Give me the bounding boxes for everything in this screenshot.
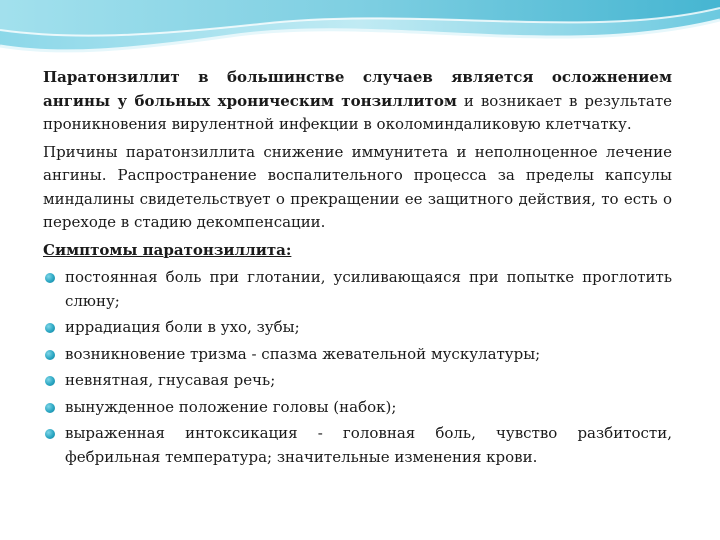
- teal-sphere-bullet-icon: [45, 429, 55, 439]
- teal-sphere-bullet-icon: [45, 376, 55, 386]
- symptoms-list: [43, 266, 672, 469]
- teal-sphere-bullet-icon: [45, 323, 55, 333]
- teal-sphere-bullet-icon: [45, 273, 55, 283]
- symptom-text: иррадиация боли в ухо, зубы;: [65, 318, 300, 336]
- symptom-text: постоянная боль при глотании, усиливающаяся при попытке проглотить слюну;: [65, 268, 672, 310]
- definition-bold-text: Паратонзиллит в большинстве случаев является осложнением ангины у больных хроническим тонзиллитом: [43, 68, 672, 110]
- symptom-item: [43, 369, 672, 393]
- slide-content: [43, 66, 672, 472]
- teal-sphere-bullet-icon: [45, 403, 55, 413]
- symptom-item: [43, 266, 672, 313]
- symptom-item: [43, 422, 672, 469]
- symptom-item: [43, 396, 672, 420]
- symptom-text: вынужденное положение головы (набок);: [65, 397, 397, 416]
- symptom-item: [43, 316, 672, 340]
- symptom-item: [43, 343, 672, 367]
- symptom-text: возникновение тризма - спазма жевательной мускулатуры;: [65, 344, 541, 363]
- symptom-text: выраженная интоксикация - головная боль, чувство разбитости, фебрильная температура; значительные изменения крови.: [65, 424, 672, 466]
- paragraph-definition: [43, 66, 672, 137]
- definition-rest-text: и возникает в результате проникновения вирулентной инфекции в околоминдаликовую клетчатку.: [43, 91, 672, 133]
- symptoms-heading: Симптомы паратонзиллита:: [43, 240, 292, 259]
- teal-sphere-bullet-icon: [45, 350, 55, 360]
- paragraph-causes: Причины паратонзиллита снижение иммунитета и неполноценное лечение ангины. Распространение воспалительного процесса за пределы капсулы миндалины свидетельствует о прекращении ее защитного действия, то есть о переходе в стадию декомпенсации.: [43, 142, 672, 231]
- symptom-text: невнятная, гнусавая речь;: [65, 371, 276, 389]
